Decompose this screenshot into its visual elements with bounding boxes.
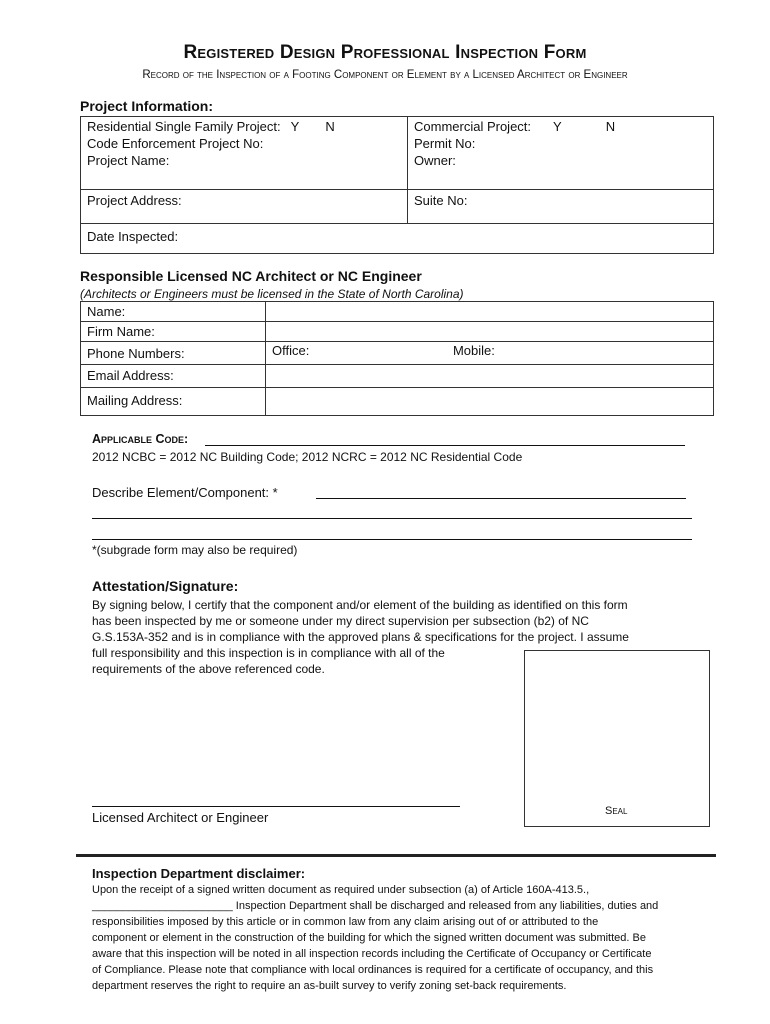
code-enforcement-label: Code Enforcement Project No: bbox=[87, 136, 264, 151]
project-left-cell[interactable] bbox=[81, 117, 408, 190]
date-inspected-cell[interactable] bbox=[81, 224, 714, 254]
mailing-value-cell[interactable] bbox=[266, 388, 714, 416]
permit-label: Permit No: bbox=[414, 136, 476, 151]
applicable-code-line[interactable] bbox=[205, 445, 685, 446]
firm-value-cell[interactable] bbox=[266, 322, 714, 342]
commercial-label: Commercial Project: bbox=[414, 119, 532, 134]
professional-heading: Responsible Licensed NC Architect or NC Engineer bbox=[80, 268, 422, 284]
attestation-line-5: requirements of the above referenced code. bbox=[92, 662, 325, 676]
date-inspected-label: Date Inspected: bbox=[87, 229, 179, 244]
email-label-cell bbox=[81, 365, 266, 388]
disclaimer-line-4: component or element in the construction of the building for which the signed written document was submitted. Be bbox=[92, 932, 646, 944]
project-info-table bbox=[80, 116, 714, 254]
applicable-code-label: Applicable Code: bbox=[92, 432, 189, 446]
mailing-label-cell bbox=[81, 388, 266, 416]
phone-value-cell[interactable] bbox=[266, 342, 714, 365]
describe-line-3[interactable] bbox=[92, 539, 692, 540]
office-label: Office: bbox=[272, 343, 310, 358]
mobile-label: Mobile: bbox=[452, 343, 495, 358]
describe-line-2[interactable] bbox=[92, 518, 692, 519]
disclaimer-heading: Inspection Department disclaimer: bbox=[92, 866, 306, 881]
email-label: Email Address: bbox=[87, 368, 174, 383]
project-right-cell[interactable] bbox=[408, 117, 714, 190]
attestation-line-2: has been inspected by me or someone under my direct supervision per subsection (b2) of NC bbox=[92, 614, 589, 628]
disclaimer-line-3: responsibilities imposed by this article or in common law from any claim arising out of or attributed to the bbox=[92, 916, 599, 928]
professional-table bbox=[80, 301, 714, 416]
project-name-label: Project Name: bbox=[87, 153, 170, 168]
mailing-label: Mailing Address: bbox=[87, 393, 183, 408]
residential-yes[interactable]: Y bbox=[290, 119, 300, 134]
signer-label: Licensed Architect or Engineer bbox=[92, 810, 269, 825]
applicable-code-text: 2012 NCBC = 2012 NC Building Code; 2012 NCRC = 2012 NC Residential Code bbox=[92, 450, 523, 464]
project-address-cell[interactable] bbox=[81, 190, 408, 224]
disclaimer-line-1: Upon the receipt of a signed written document as required under subsection (a) of Article 160A-413.5., bbox=[92, 884, 590, 896]
jurisdiction-blank[interactable]: _______________________ bbox=[92, 900, 233, 912]
subgrade-note: *(subgrade form may also be required) bbox=[92, 543, 298, 557]
disclaimer-line-7: department reserves the right to require an as-built survey to verify zoning set-back requirements. bbox=[92, 980, 567, 992]
disclaimer-divider bbox=[76, 854, 716, 857]
commercial-yes[interactable]: Y bbox=[553, 119, 562, 134]
professional-note: (Architects or Engineers must be licensed in the State of North Carolina) bbox=[80, 287, 464, 301]
signature-line[interactable] bbox=[92, 806, 460, 807]
name-label-cell bbox=[81, 302, 266, 322]
name-value-cell[interactable] bbox=[266, 302, 714, 322]
disclaimer-line-6: of Compliance. Please note that compliance with local ordinances is required for a certificate of occupancy, and this bbox=[92, 964, 654, 976]
attestation-heading: Attestation/Signature: bbox=[92, 578, 239, 594]
commercial-no[interactable]: N bbox=[605, 119, 616, 134]
owner-label: Owner: bbox=[414, 153, 456, 168]
attestation-line-1: By signing below, I certify that the component and/or element of the building as identified on this form bbox=[92, 598, 628, 612]
email-value-cell[interactable] bbox=[266, 365, 714, 388]
disclaimer-body bbox=[92, 882, 712, 994]
suite-label: Suite No: bbox=[414, 193, 468, 208]
firm-label: Firm Name: bbox=[87, 324, 155, 339]
project-address-label: Project Address: bbox=[87, 193, 182, 208]
describe-label: Describe Element/Component: * bbox=[92, 485, 278, 500]
residential-label: Residential Single Family Project: bbox=[87, 119, 281, 134]
phone-label: Phone Numbers: bbox=[87, 346, 185, 361]
attestation-line-4: full responsibility and this inspection is in compliance with all of the bbox=[92, 646, 445, 660]
firm-label-cell bbox=[81, 322, 266, 342]
form-title: Registered Design Professional Inspection Form bbox=[183, 42, 587, 63]
disclaimer-line-2: Inspection Department shall be discharged and released from any liabilities, duties and bbox=[232, 900, 659, 912]
describe-line-1[interactable] bbox=[316, 498, 686, 499]
attestation-line-3: G.S.153A-352 and is in compliance with the approved plans & specifications for the project. I assume bbox=[92, 630, 629, 644]
name-label: Name: bbox=[87, 304, 126, 319]
form-subtitle: Record of the Inspection of a Footing Component or Element by a Licensed Architect or Engineer bbox=[142, 69, 628, 81]
seal-label: Seal bbox=[605, 805, 628, 817]
project-info-heading: Project Information: bbox=[80, 98, 214, 114]
residential-no[interactable]: N bbox=[325, 119, 335, 134]
disclaimer-line-5: aware that this inspection will be noted in all inspection records including the Certificate of Occupancy or Certificate bbox=[92, 948, 652, 960]
phone-label-cell bbox=[81, 342, 266, 365]
suite-cell[interactable] bbox=[408, 190, 714, 224]
seal-box[interactable] bbox=[524, 650, 710, 827]
